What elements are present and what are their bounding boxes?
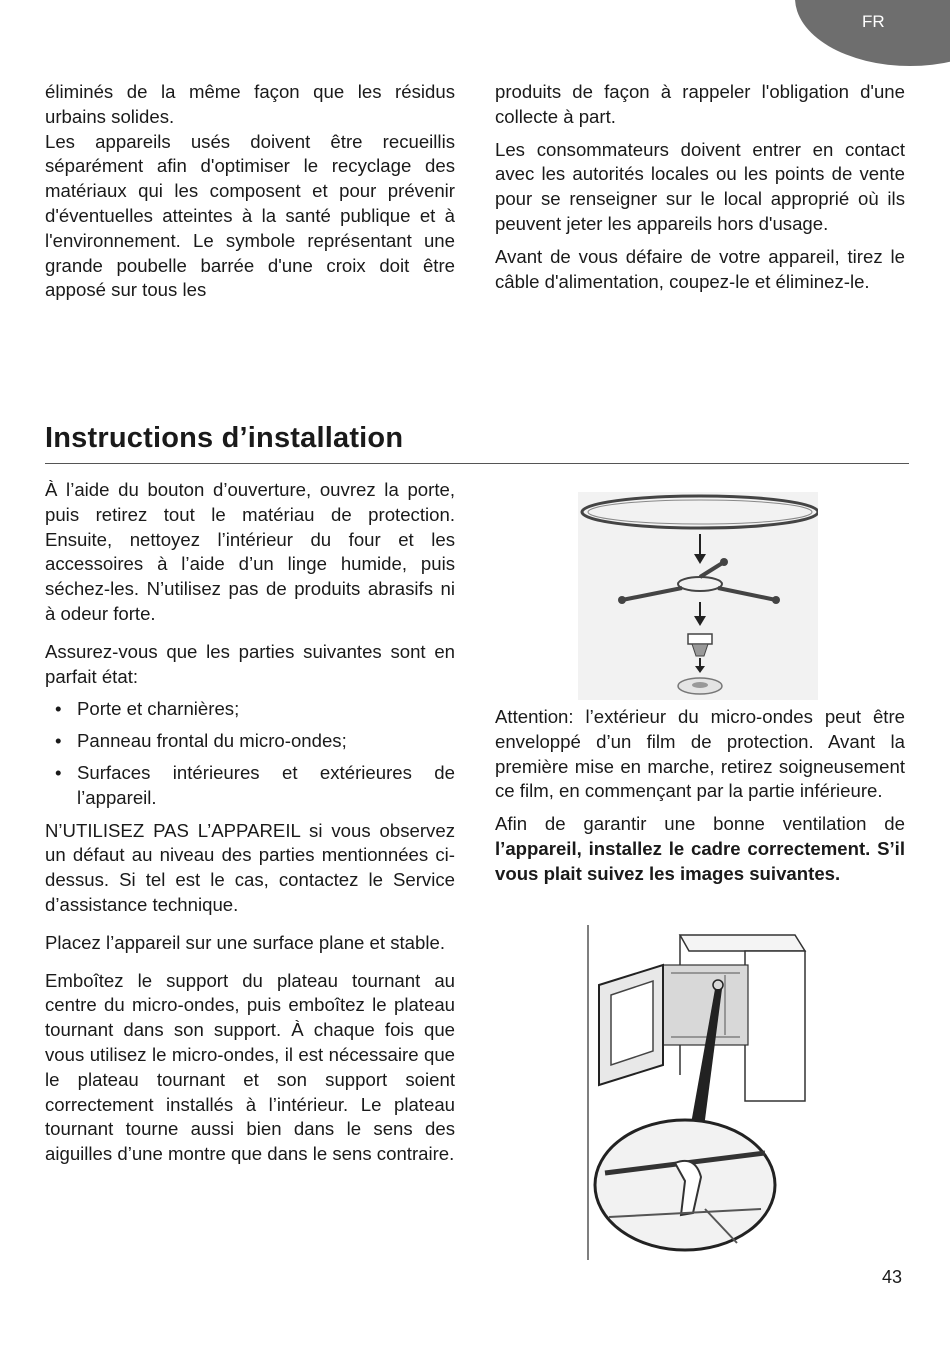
top-right-column — [495, 80, 905, 302]
ventilation-text: Afin de garantir une bonne ventilation de — [495, 813, 905, 835]
paragraph: À l’aide du bouton d’ouverture, ouvrez la porte, puis retirez tout le matériau de protection. Ensuite, nettoyez l’intérieur du four et les accessoires à l’aide d’un linge humide, puis séchez-les. N’utilisez pas de produits abrasifs ni à odeur forte. — [45, 479, 455, 624]
paragraph: produits de façon à rappeler l'obligation d'une collecte à part. — [495, 81, 905, 127]
paragraph: Les consommateurs doivent entrer en contact avec les autorités locales ou les points de vente pour se renseigner sur le local approprié où ils peuvent jeter les appareils hors d'usage. — [495, 138, 905, 234]
paragraph: Attention: l’extérieur du micro-ondes peut être enveloppé d’un film de protection. Avant la première mise en marche, retirez soigneusement ce film, en commençant par la partie inférieure. — [495, 706, 905, 802]
installation-left-column — [45, 478, 455, 1175]
paragraph: Assurez-vous que les parties suivantes sont en parfait état: — [45, 640, 455, 687]
top-left-column — [45, 80, 455, 311]
list-item: • Porte et charnières; — [45, 697, 455, 722]
list-item: • Panneau frontal du micro-ondes; — [45, 729, 455, 754]
paragraph: Emboîtez le support du plateau tournant au centre du micro-ondes, puis emboîtez le plateau tournant dans son support. À chaque fois que vous utilisez le micro-ondes, il est nécessaire que le plateau tournant et son support soient correctement installés à l’intérieur. Le plateau tournant tourne aussi bien dans le sens des aiguilles d’une montre que dans le sens contraire. — [45, 969, 455, 1165]
language-label: FR — [862, 12, 885, 31]
frame-installation-illustration — [585, 925, 810, 1260]
parts-list — [45, 697, 455, 810]
language-tab — [795, 0, 950, 66]
paragraph: Les appareils usés doivent être recueillis séparément afin d'optimiser le recyclage des matériaux qui les composent et pour prévenir d'éventuelles atteintes à la santé publique et à l'environnement. Le symbole représentant une grande poubelle barrée d'une croix doit être apposé sur tous les — [45, 130, 455, 301]
paragraph: Placez l’appareil sur une surface plane et stable. — [45, 931, 446, 953]
paragraph: éliminés de la même façon que les résidus urbains solides. — [45, 81, 455, 127]
list-item: • Surfaces intérieures et extérieures de l’appareil. — [45, 761, 455, 811]
section-divider — [45, 463, 909, 464]
section-title: Instructions d’installation — [45, 422, 404, 454]
installation-right-column — [495, 705, 905, 895]
turntable-assembly-illustration — [578, 492, 818, 700]
page-number: 43 — [882, 1267, 903, 1287]
paragraph — [495, 812, 905, 886]
paragraph: Avant de vous défaire de votre appareil, tirez le câble d'alimentation, coupez-le et éliminez-le. — [495, 245, 905, 292]
ventilation-emphasis: l’appareil, installez le cadre correctement. S’il vous plait suivez les images suivantes. — [495, 837, 905, 884]
paragraph: N’UTILISEZ PAS L’APPAREIL si vous observez un défaut au niveau des parties mentionnées ci-dessus. Si tel est le cas, contactez le Service d’assistance technique. — [45, 819, 455, 915]
